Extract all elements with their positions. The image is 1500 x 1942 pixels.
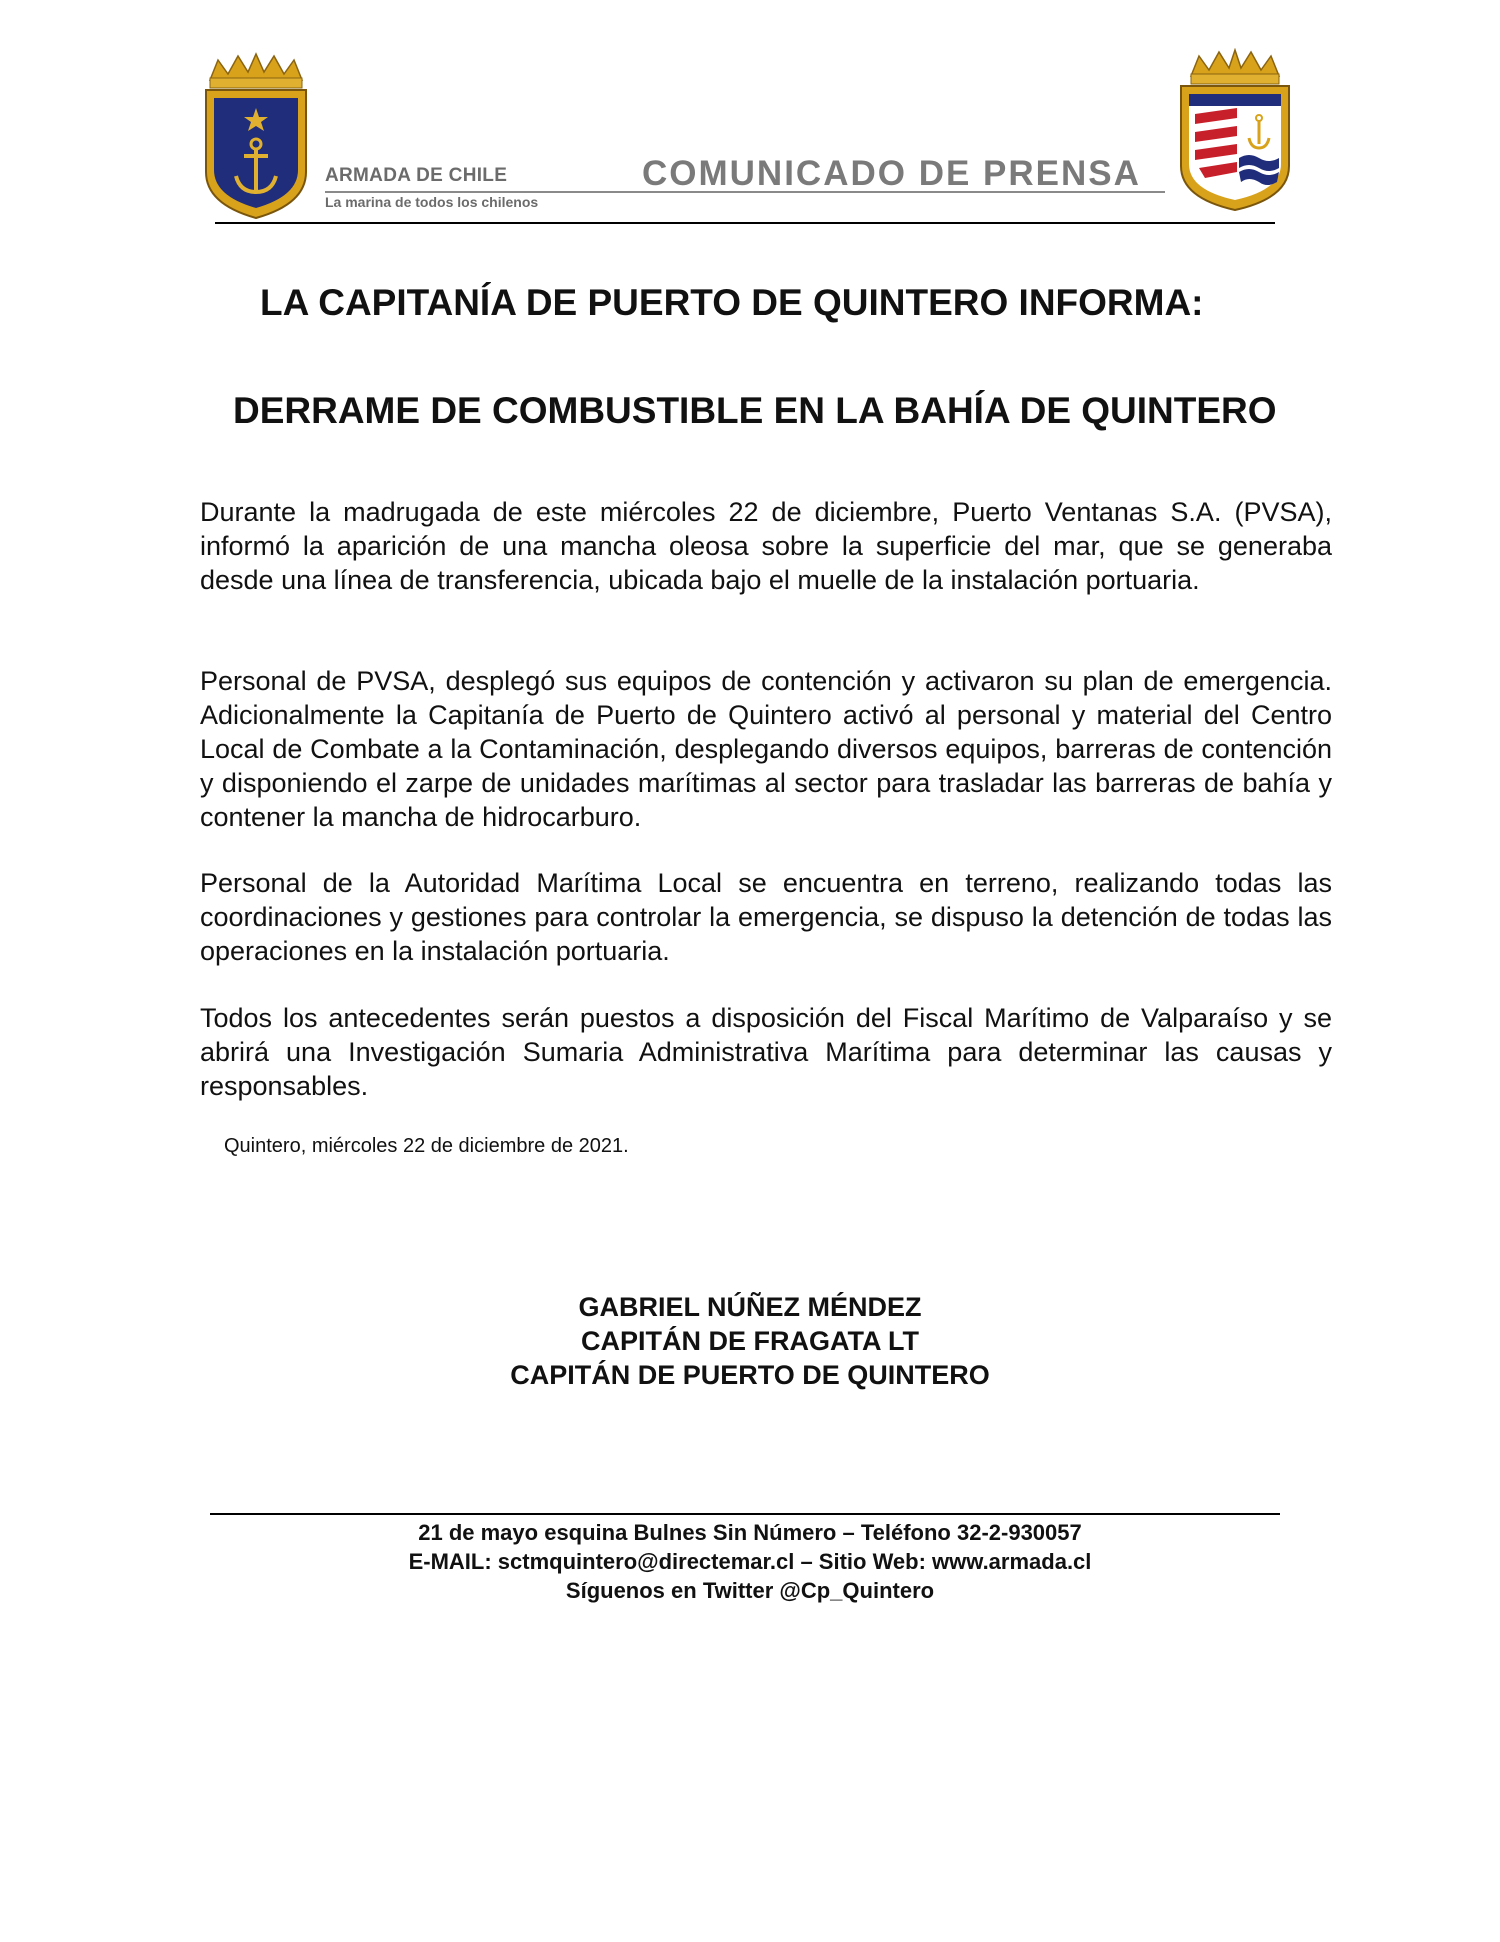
footer-social: Síguenos en Twitter @Cp_Quintero [565, 1578, 935, 1603]
org-tagline: La marina de todos los chilenos [325, 194, 539, 210]
footer-divider [210, 1513, 1280, 1515]
body-paragraph-4: Todos los antecedentes serán puestos a disposición del Fiscal Marítimo de Valparaíso y se abrirá una Investigación Sumaria Administrativa Marítima para determinar las causas y responsables. [200, 1003, 1332, 1101]
signatory-name: GABRIEL NÚÑEZ MÉNDEZ [578, 1292, 922, 1322]
footer-address: 21 de mayo esquina Bulnes Sin Número – Teléfono 32-2-930057 [418, 1520, 1082, 1545]
document-subject-title: DERRAME DE COMBUSTIBLE EN LA BAHÍA DE QUINTERO [233, 390, 1277, 431]
org-name: ARMADA DE CHILE [325, 165, 508, 186]
press-release-label: COMUNICADO DE PRENSA [642, 154, 1141, 193]
primera-zona-naval-logo [1175, 48, 1295, 213]
place-and-date: Quintero, miércoles 22 de diciembre de 2021. [224, 1135, 629, 1157]
signatory-position: CAPITÁN DE PUERTO DE QUINTERO [510, 1360, 990, 1390]
body-paragraph-1: Durante la madrugada de este miércoles 22 de diciembre, Puerto Ventanas S.A. (PVSA), informó la aparición de una mancha oleosa sobre la superficie del mar, que se generaba desde una línea de transferencia, ubicada bajo el muelle de la instalación portuaria. [200, 497, 1332, 595]
footer-contact: E-MAIL: sctmquintero@directemar.cl – Sitio Web: www.armada.cl [408, 1549, 1092, 1574]
footer-contact-block [0, 1518, 1500, 1605]
body-paragraph-2: Personal de PVSA, desplegó sus equipos de contención y activaron su plan de emergencia. Adicionalmente la Capitanía de Puerto de Quintero activó al personal y material del Centro Local de Combate a la Contaminación, desplegando diversos equipos, barreras de contención y disponiendo el zarpe de unidades marítimas al sector para trasladar las barreras de bahía y contener la mancha de hidrocarburo. [200, 666, 1332, 832]
body-paragraph-3: Personal de la Autoridad Marítima Local se encuentra en terreno, realizando todas las coordinaciones y gestiones para controlar la emergencia, se dispuso la detención de todas las operaciones en la instalación portuaria. [200, 868, 1332, 966]
signatory-rank: CAPITÁN DE FRAGATA LT [581, 1326, 919, 1356]
signature-block [0, 1290, 1500, 1392]
header-divider [215, 222, 1275, 224]
armada-emblem-logo [200, 52, 312, 222]
document-heading: LA CAPITANÍA DE PUERTO DE QUINTERO INFORMA: [260, 282, 1204, 323]
